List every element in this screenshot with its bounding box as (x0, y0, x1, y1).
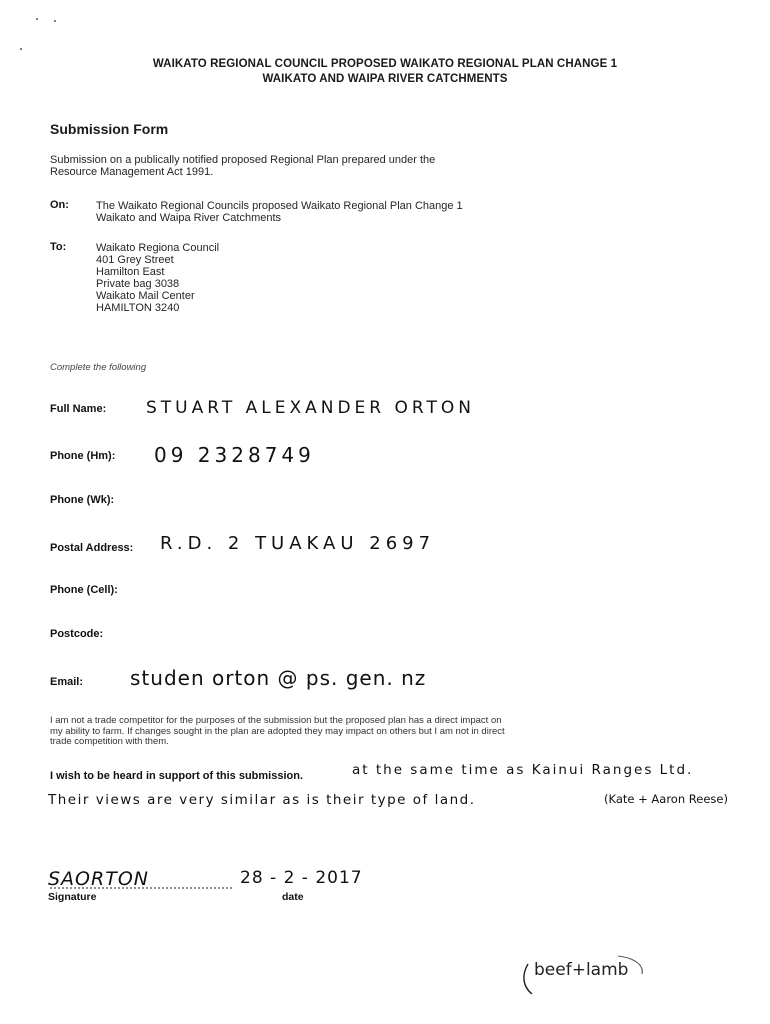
address-line: Waikato Regiona Council (96, 242, 220, 254)
phone-hm-label: Phone (Hm): (50, 450, 116, 462)
declaration-line-1: I am not a trade competitor for the purposes of the submission but the proposed plan has a direct impact on (50, 715, 502, 726)
signature-label: Signature (48, 891, 97, 903)
form-title: Submission Form (50, 121, 169, 137)
beef-lamb-logo (518, 944, 678, 1004)
phone-cell-label: Phone (Cell): (50, 584, 118, 596)
to-address (96, 242, 219, 314)
scan-speck (54, 20, 56, 22)
heard-note-line-2[interactable]: Their views are very similar as is their type of land. (48, 792, 476, 808)
phone-wk-label: Phone (Wk): (50, 494, 115, 506)
on-line-2: Waikato and Waipa River Catchments (96, 212, 282, 224)
full-name-value[interactable]: STUART ALEXANDER ORTON (146, 398, 475, 418)
date-value[interactable]: 28 - 2 - 2017 (240, 868, 363, 888)
logo-text: beef+lamb (534, 960, 629, 980)
intro-line-1: Submission on a publically notified proposed Regional Plan prepared under the (50, 154, 436, 166)
date-label: date (282, 891, 304, 903)
address-line: Hamilton East (96, 266, 165, 278)
email-value[interactable]: studen orton @ ps. gen. nz (130, 666, 427, 690)
intro-text (50, 154, 435, 178)
address-line: Waikato Mail Center (96, 290, 195, 302)
address-line: 401 Grey Street (96, 254, 174, 266)
address-line: HAMILTON 3240 (96, 302, 180, 314)
postal-address-label: Postal Address: (50, 542, 134, 554)
signature-value[interactable]: SAORTON (48, 868, 149, 890)
postal-address-value[interactable]: R.D. 2 TUAKAU 2697 (160, 533, 436, 554)
scan-speck (20, 48, 22, 50)
heard-note-paren[interactable]: (Kate + Aaron Reese) (604, 792, 728, 806)
declaration-text (50, 716, 690, 748)
scan-speck (36, 18, 38, 20)
declaration-line-3: trade competition with them. (50, 736, 169, 747)
phone-hm-value[interactable]: 09 2328749 (154, 443, 315, 467)
on-line-1: The Waikato Regional Councils proposed Waikato Regional Plan Change 1 (96, 200, 463, 212)
header-line-2: WAIKATO AND WAIPA RIVER CATCHMENTS (262, 73, 508, 85)
intro-line-2: Resource Management Act 1991. (50, 166, 214, 178)
heard-label: I wish to be heard in support of this submission. (50, 770, 304, 782)
to-label: To: (50, 241, 67, 253)
full-name-label: Full Name: (50, 403, 107, 415)
postcode-label: Postcode: (50, 628, 104, 640)
heard-note-line-1[interactable]: at the same time as Kainui Ranges Ltd. (352, 762, 694, 778)
declaration-line-2: my ability to farm. If changes sought in the plan are adopted they may impact on others but I am not in direct (50, 725, 505, 737)
email-label: Email: (50, 676, 84, 688)
address-line: Private bag 3038 (96, 278, 180, 290)
complete-note: Complete the following (50, 362, 147, 373)
header-line-1: WAIKATO REGIONAL COUNCIL PROPOSED WAIKATO REGIONAL PLAN CHANGE 1 (152, 58, 618, 70)
on-label: On: (50, 199, 69, 211)
on-text (96, 200, 463, 224)
